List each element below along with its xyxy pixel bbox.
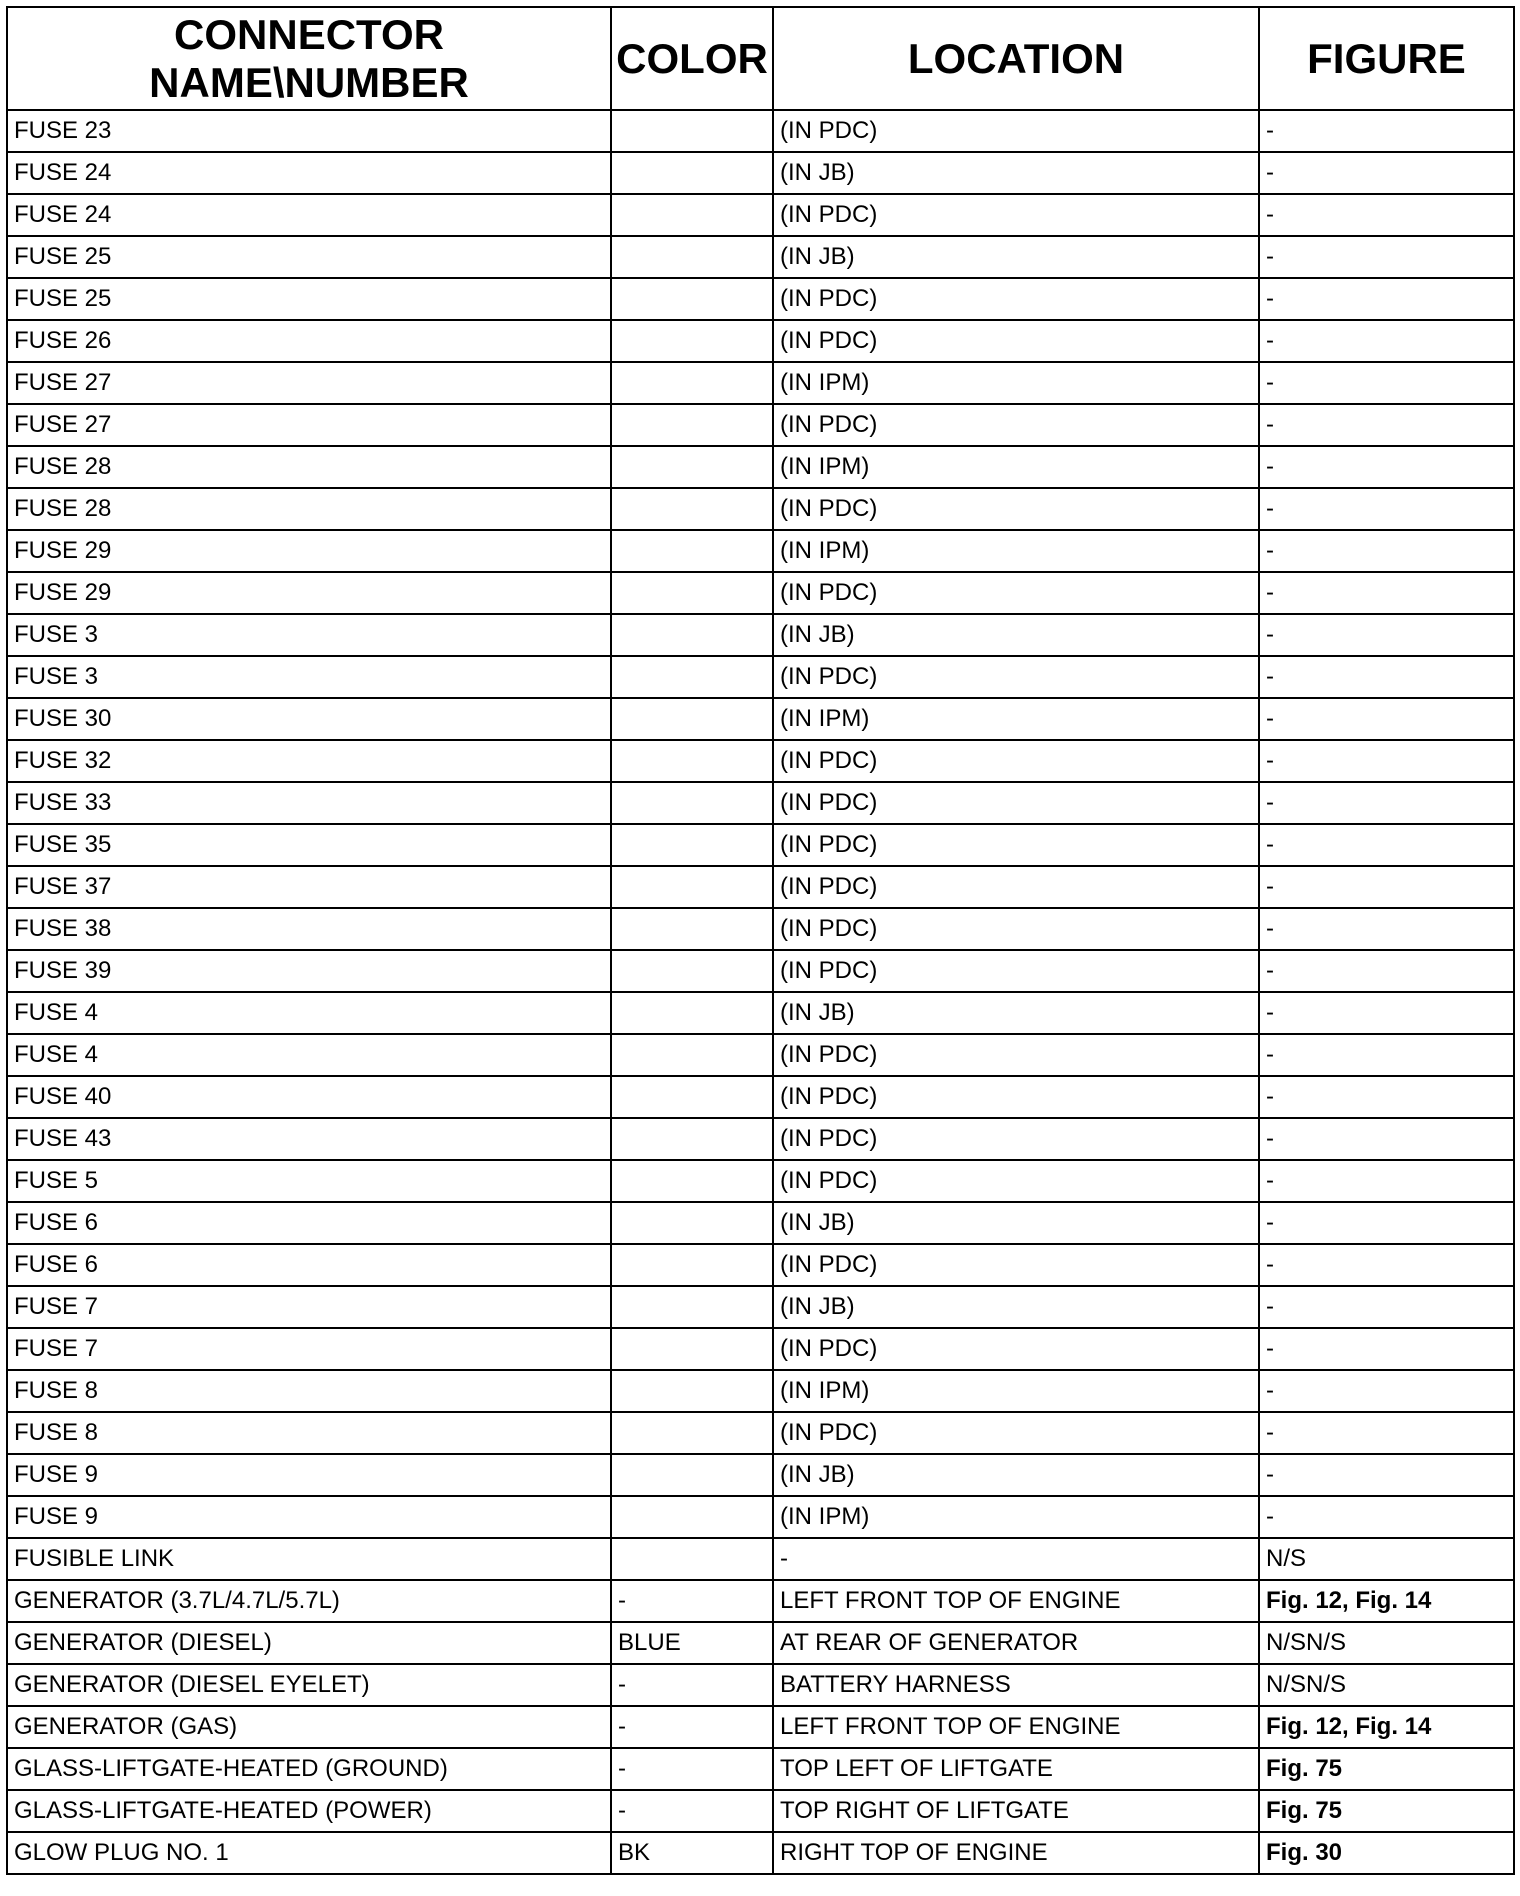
figure-cell: - [1259,194,1514,236]
location-cell: (IN PDC) [773,1244,1259,1286]
table-row [7,152,1514,194]
color-cell [611,614,773,656]
color-cell [611,404,773,446]
location-cell: TOP LEFT OF LIFTGATE [773,1748,1259,1790]
location-cell: (IN PDC) [773,488,1259,530]
table-row [7,656,1514,698]
color-cell [611,740,773,782]
table-row [7,404,1514,446]
color-cell [611,572,773,614]
connector-name-cell: FUSE 28 [7,446,611,488]
color-cell: - [611,1790,773,1832]
location-cell: (IN IPM) [773,530,1259,572]
figure-cell: N/S [1259,1538,1514,1580]
location-cell: LEFT FRONT TOP OF ENGINE [773,1706,1259,1748]
location-cell: LEFT FRONT TOP OF ENGINE [773,1580,1259,1622]
color-cell [611,1076,773,1118]
figure-cell: - [1259,698,1514,740]
location-cell: (IN PDC) [773,740,1259,782]
connector-name-cell: FUSE 8 [7,1412,611,1454]
connector-name-cell: FUSE 43 [7,1118,611,1160]
figure-cell: - [1259,446,1514,488]
figure-cell: - [1259,866,1514,908]
connector-name-cell: FUSE 3 [7,614,611,656]
location-cell: (IN PDC) [773,194,1259,236]
location-cell: (IN PDC) [773,1328,1259,1370]
location-cell: (IN PDC) [773,656,1259,698]
location-cell: (IN PDC) [773,1160,1259,1202]
location-cell: AT REAR OF GENERATOR [773,1622,1259,1664]
table-row [7,866,1514,908]
color-cell [611,1538,773,1580]
connector-name-cell: FUSE 9 [7,1496,611,1538]
connector-name-cell: FUSE 37 [7,866,611,908]
table-row [7,1244,1514,1286]
figure-cell: Fig. 75 [1259,1748,1514,1790]
color-cell [611,908,773,950]
connector-name-cell: FUSE 7 [7,1328,611,1370]
connector-name-cell: FUSE 23 [7,110,611,152]
location-cell: (IN JB) [773,1286,1259,1328]
connector-name-cell: FUSE 27 [7,404,611,446]
table-row [7,1412,1514,1454]
color-cell: BLUE [611,1622,773,1664]
location-cell: (IN JB) [773,236,1259,278]
color-cell [611,320,773,362]
color-cell [611,446,773,488]
table-row [7,1370,1514,1412]
connector-name-cell: FUSE 29 [7,572,611,614]
connector-name-cell: FUSE 30 [7,698,611,740]
location-cell: (IN PDC) [773,1034,1259,1076]
connector-name-cell: FUSE 4 [7,992,611,1034]
figure-cell: - [1259,1412,1514,1454]
figure-cell: - [1259,1202,1514,1244]
connector-table [6,6,1515,1875]
figure-cell: - [1259,824,1514,866]
connector-name-cell: FUSE 40 [7,1076,611,1118]
connector-name-cell: FUSE 24 [7,194,611,236]
table-row [7,950,1514,992]
figure-cell: - [1259,488,1514,530]
figure-cell: Fig. 30 [1259,1832,1514,1874]
table-header [7,7,1514,110]
table-row [7,1496,1514,1538]
figure-cell: - [1259,278,1514,320]
figure-cell: - [1259,236,1514,278]
connector-name-cell: GLOW PLUG NO. 1 [7,1832,611,1874]
color-cell [611,1454,773,1496]
connector-name-cell: FUSIBLE LINK [7,1538,611,1580]
color-cell: - [611,1664,773,1706]
color-cell [611,1286,773,1328]
color-cell: - [611,1706,773,1748]
location-cell: (IN JB) [773,992,1259,1034]
location-cell: (IN PDC) [773,320,1259,362]
figure-cell: - [1259,1244,1514,1286]
figure-cell: - [1259,1454,1514,1496]
color-cell [611,362,773,404]
location-cell: (IN IPM) [773,698,1259,740]
connector-name-cell: FUSE 4 [7,1034,611,1076]
color-cell [611,698,773,740]
location-cell: (IN PDC) [773,404,1259,446]
table-row [7,1622,1514,1664]
figure-cell: Fig. 75 [1259,1790,1514,1832]
location-cell: - [773,1538,1259,1580]
connector-name-cell: FUSE 8 [7,1370,611,1412]
table-body [7,110,1514,1874]
figure-cell: - [1259,1496,1514,1538]
color-cell [611,1202,773,1244]
figure-cell: - [1259,1118,1514,1160]
connector-name-cell: FUSE 6 [7,1244,611,1286]
table-row [7,110,1514,152]
table-row [7,614,1514,656]
location-cell: (IN PDC) [773,572,1259,614]
table-row [7,1286,1514,1328]
figure-cell: - [1259,110,1514,152]
color-cell [611,782,773,824]
connector-name-cell: GENERATOR (DIESEL) [7,1622,611,1664]
table-row [7,1328,1514,1370]
connector-name-cell: FUSE 5 [7,1160,611,1202]
figure-cell: - [1259,656,1514,698]
table-row [7,1034,1514,1076]
header-connector-name-line2: NAME\NUMBER [149,58,469,106]
connector-name-cell: FUSE 32 [7,740,611,782]
connector-name-cell: GENERATOR (GAS) [7,1706,611,1748]
table-row [7,782,1514,824]
figure-cell: - [1259,572,1514,614]
location-cell: (IN PDC) [773,1076,1259,1118]
location-cell: (IN IPM) [773,1370,1259,1412]
table-row [7,740,1514,782]
table-row [7,992,1514,1034]
table-row [7,1664,1514,1706]
table-row [7,1580,1514,1622]
table-row [7,1160,1514,1202]
color-cell [611,866,773,908]
header-connector-name [7,7,611,110]
location-cell: (IN IPM) [773,362,1259,404]
color-cell: BK [611,1832,773,1874]
connector-name-cell: FUSE 6 [7,1202,611,1244]
figure-cell: - [1259,320,1514,362]
table-row [7,1538,1514,1580]
color-cell [611,488,773,530]
connector-name-cell: FUSE 26 [7,320,611,362]
color-cell [611,656,773,698]
connector-name-cell: GLASS-LIFTGATE-HEATED (GROUND) [7,1748,611,1790]
location-cell: (IN PDC) [773,110,1259,152]
location-cell: (IN PDC) [773,866,1259,908]
color-cell [611,1034,773,1076]
color-cell [611,530,773,572]
color-cell [611,152,773,194]
figure-cell: - [1259,614,1514,656]
color-cell [611,1328,773,1370]
connector-name-cell: FUSE 28 [7,488,611,530]
color-cell: - [611,1748,773,1790]
figure-cell: Fig. 12, Fig. 14 [1259,1580,1514,1622]
connector-name-cell: FUSE 25 [7,278,611,320]
figure-cell: - [1259,404,1514,446]
figure-cell: - [1259,1160,1514,1202]
header-location: LOCATION [773,7,1259,110]
location-cell: (IN IPM) [773,1496,1259,1538]
table-row [7,1454,1514,1496]
table-row [7,1706,1514,1748]
location-cell: (IN JB) [773,1202,1259,1244]
header-connector-name-line1: CONNECTOR [174,10,444,58]
connector-name-cell: GENERATOR (DIESEL EYELET) [7,1664,611,1706]
table-row [7,362,1514,404]
table-row [7,320,1514,362]
table-row [7,488,1514,530]
connector-name-cell: FUSE 9 [7,1454,611,1496]
connector-name-cell: FUSE 29 [7,530,611,572]
table-row [7,1832,1514,1874]
figure-cell: - [1259,362,1514,404]
table-row [7,278,1514,320]
figure-cell: - [1259,1076,1514,1118]
connector-name-cell: FUSE 3 [7,656,611,698]
table-row [7,1076,1514,1118]
color-cell: - [611,1580,773,1622]
connector-name-cell: FUSE 35 [7,824,611,866]
connector-name-cell: FUSE 24 [7,152,611,194]
figure-cell: - [1259,1370,1514,1412]
color-cell [611,194,773,236]
connector-name-cell: FUSE 27 [7,362,611,404]
figure-cell: - [1259,152,1514,194]
location-cell: (IN PDC) [773,824,1259,866]
location-cell: (IN PDC) [773,908,1259,950]
connector-name-cell: FUSE 33 [7,782,611,824]
figure-cell: - [1259,908,1514,950]
table-row [7,908,1514,950]
color-cell [611,1118,773,1160]
figure-cell: N/SN/S [1259,1622,1514,1664]
table-row [7,698,1514,740]
figure-cell: - [1259,1328,1514,1370]
table-row [7,1790,1514,1832]
figure-cell: - [1259,1286,1514,1328]
color-cell [611,950,773,992]
table-row [7,236,1514,278]
figure-cell: N/SN/S [1259,1664,1514,1706]
table-row [7,194,1514,236]
color-cell [611,992,773,1034]
location-cell: (IN PDC) [773,1118,1259,1160]
header-figure: FIGURE [1259,7,1514,110]
figure-cell: - [1259,1034,1514,1076]
table-row [7,446,1514,488]
color-cell [611,1244,773,1286]
figure-cell: - [1259,782,1514,824]
connector-name-cell: FUSE 25 [7,236,611,278]
color-cell [611,1496,773,1538]
location-cell: (IN PDC) [773,950,1259,992]
figure-cell: - [1259,992,1514,1034]
location-cell: TOP RIGHT OF LIFTGATE [773,1790,1259,1832]
figure-cell: - [1259,530,1514,572]
location-cell: (IN JB) [773,614,1259,656]
header-row [7,7,1514,110]
location-cell: BATTERY HARNESS [773,1664,1259,1706]
color-cell [611,1412,773,1454]
figure-cell: Fig. 12, Fig. 14 [1259,1706,1514,1748]
color-cell [611,1160,773,1202]
color-cell [611,1370,773,1412]
connector-name-cell: GLASS-LIFTGATE-HEATED (POWER) [7,1790,611,1832]
figure-cell: - [1259,740,1514,782]
color-cell [611,824,773,866]
color-cell [611,110,773,152]
table-row [7,1748,1514,1790]
figure-cell: - [1259,950,1514,992]
location-cell: RIGHT TOP OF ENGINE [773,1832,1259,1874]
table-row [7,530,1514,572]
header-color: COLOR [611,7,773,110]
location-cell: (IN IPM) [773,446,1259,488]
color-cell [611,236,773,278]
table-row [7,824,1514,866]
connector-name-cell: FUSE 39 [7,950,611,992]
table-row [7,1118,1514,1160]
table-row [7,1202,1514,1244]
connector-name-cell: GENERATOR (3.7L/4.7L/5.7L) [7,1580,611,1622]
connector-name-cell: FUSE 7 [7,1286,611,1328]
location-cell: (IN PDC) [773,1412,1259,1454]
location-cell: (IN JB) [773,152,1259,194]
connector-name-cell: FUSE 38 [7,908,611,950]
table-row [7,572,1514,614]
location-cell: (IN PDC) [773,782,1259,824]
location-cell: (IN PDC) [773,278,1259,320]
color-cell [611,278,773,320]
location-cell: (IN JB) [773,1454,1259,1496]
